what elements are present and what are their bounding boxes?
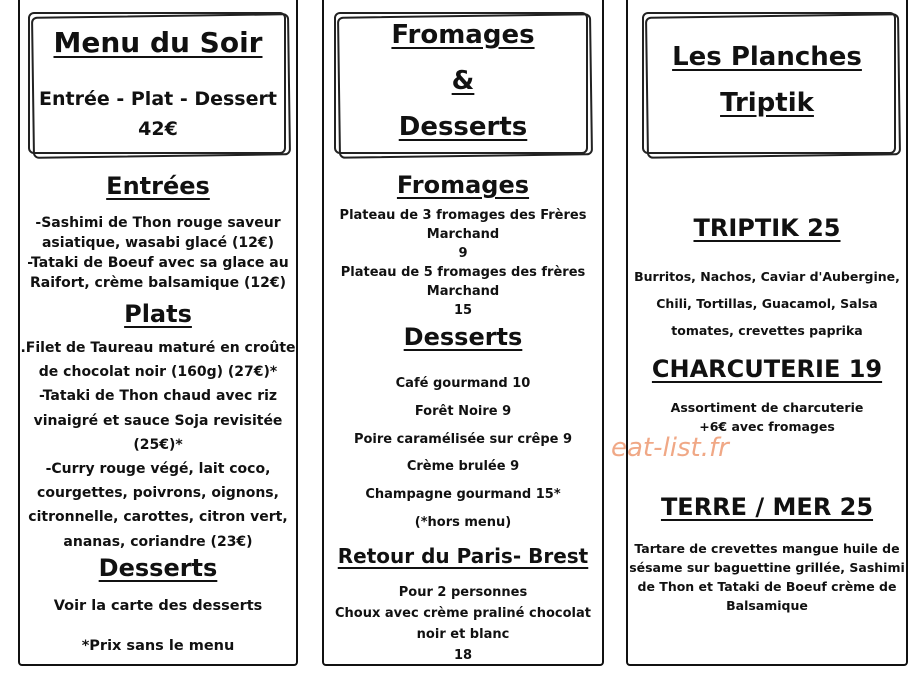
list-item: Marchand xyxy=(426,284,500,299)
list-item: citronnelle, carottes, citron vert, xyxy=(28,509,288,526)
list-item: 18 xyxy=(453,648,473,663)
menu-price: 42€ xyxy=(138,118,178,140)
menu-du-soir-title: Menu du Soir xyxy=(53,26,263,59)
fromages-title: Fromages xyxy=(396,171,530,199)
list-item: Burritos, Nachos, Caviar d'Aubergine, xyxy=(634,269,900,284)
list-item: Marchand xyxy=(426,227,500,242)
desserts-title: Desserts xyxy=(403,323,523,351)
frame-title-line: Fromages xyxy=(391,20,535,50)
les-planches-column xyxy=(626,0,908,666)
list-item: Raifort, crème balsamique (12€) xyxy=(30,275,286,291)
terre-mer-title: TERRE / MER 25 xyxy=(660,493,874,521)
plats-title: Plats xyxy=(124,300,192,328)
list-item: Tartare de crevettes mangue huile de xyxy=(634,541,900,556)
triptik-title: TRIPTIK 25 xyxy=(693,214,841,242)
frame-title-line: Desserts xyxy=(398,112,528,142)
list-item: Poire caramélisée sur crêpe 9 xyxy=(353,431,573,447)
entrees-list xyxy=(20,213,296,293)
list-item: +6€ avec fromages xyxy=(699,419,835,434)
list-item: (*hors menu) xyxy=(414,514,512,530)
list-item: .Filet de Taureau maturé en croûte xyxy=(20,340,296,356)
list-item: courgettes, poivrons, oignons, xyxy=(37,485,279,502)
charcuterie-list xyxy=(628,398,906,436)
list-item: -Sashimi de Thon rouge saveur xyxy=(35,215,281,231)
menu-formula: Entrée - Plat - Dessert xyxy=(39,88,277,110)
list-item: Pour 2 personnes xyxy=(398,585,528,600)
menu-du-soir-column xyxy=(18,0,298,666)
list-item: 9 xyxy=(458,246,468,261)
paris-brest-list xyxy=(324,582,602,666)
fromages-list xyxy=(324,206,602,320)
list-item: de Thon et Tataki de Boeuf crème de xyxy=(637,579,897,594)
desserts-note: Voir la carte des desserts xyxy=(53,598,263,614)
watermark-text: eat-list.fr xyxy=(611,433,729,463)
list-item: ananas, coriandre (23€) xyxy=(63,533,253,550)
list-item: sésame sur baguettine grillée, Sashimi xyxy=(629,560,905,575)
list-item: asiatique, wasabi glacé (12€) xyxy=(41,235,274,251)
list-item: de chocolat noir (160g) (27€)* xyxy=(38,364,278,381)
frame-title-line: Les Planches xyxy=(672,42,862,72)
list-item: Balsamique xyxy=(726,598,808,613)
list-item: Champagne gourmand 15* xyxy=(365,487,561,503)
frame-title-line: & xyxy=(451,66,475,96)
list-item: Plateau de 5 fromages des frères xyxy=(340,265,586,280)
price-footnote: *Prix sans le menu xyxy=(81,638,235,654)
triptik-list xyxy=(628,263,906,344)
list-item: Assortiment de charcuterie xyxy=(670,400,864,415)
list-item: Plateau de 3 fromages des Frères xyxy=(339,208,587,223)
entrees-title: Entrées xyxy=(106,172,210,200)
plats-list xyxy=(20,336,296,554)
paris-brest-title: Retour du Paris- Brest xyxy=(337,544,589,568)
list-item: Choux avec crème praliné chocolat xyxy=(335,606,591,621)
list-item: Crème brulée 9 xyxy=(406,459,520,475)
list-item: vinaigré et sauce Soja revisitée xyxy=(33,412,283,429)
list-item: Café gourmand 10 xyxy=(395,376,531,391)
list-item: Chili, Tortillas, Guacamol, Salsa xyxy=(656,296,878,311)
list-item: 15 xyxy=(453,303,473,318)
les-planches-frame xyxy=(642,12,896,154)
terre-mer-list xyxy=(628,539,906,615)
desserts-list xyxy=(324,370,602,537)
charcuterie-title: CHARCUTERIE 19 xyxy=(651,355,883,383)
list-item: tomates, crevettes paprika xyxy=(671,323,863,338)
list-item: -Curry rouge végé, lait coco, xyxy=(45,461,271,478)
list-item: (25€)* xyxy=(133,436,183,453)
desserts-title: Desserts xyxy=(98,554,218,582)
list-item: -Tataki de Boeuf avec sa glace au xyxy=(27,255,289,271)
frame-title-line: Triptik xyxy=(720,88,814,118)
fromages-desserts-column xyxy=(322,0,604,666)
list-item: noir et blanc xyxy=(416,627,510,642)
list-item: -Tataki de Thon chaud avec riz xyxy=(38,388,278,405)
list-item: Forêt Noire 9 xyxy=(414,403,512,419)
